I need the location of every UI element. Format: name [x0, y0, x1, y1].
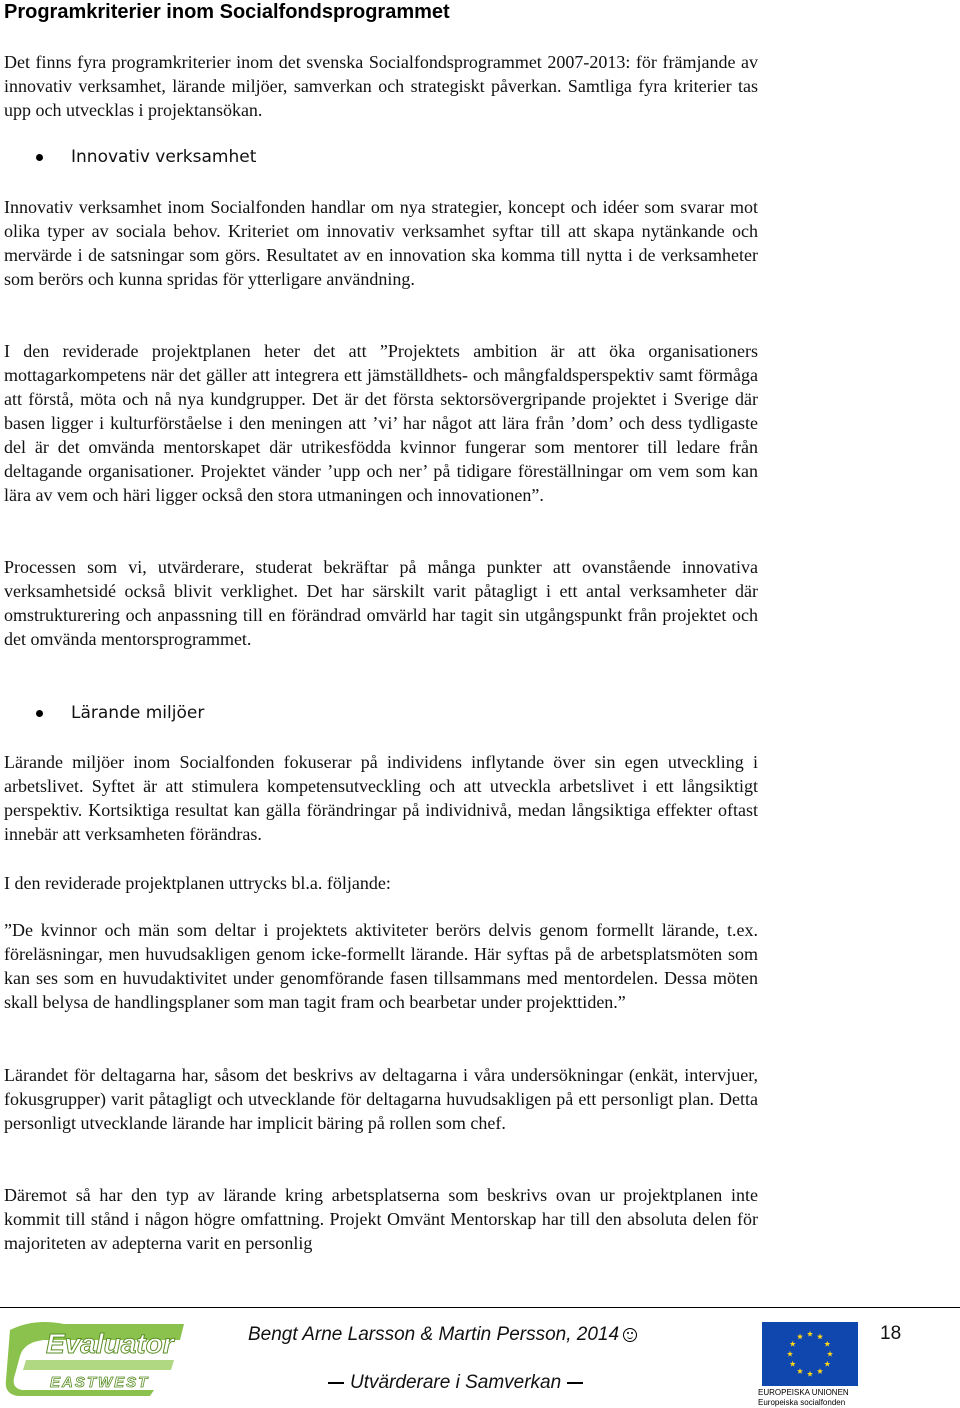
paragraph-larande-definition: Lärande miljöer inom Socialfonden fokuserar på individens inflytande över sin egen utveckling i arbetslivet. Syftet är att stimulera kompetensutveckling och att utveckla arbetslivet i ett långsiktigt perspektiv. Kortsiktiga resultat kan gälla förändringar på individnivå, medan långsiktiga effekter oftast innebär att verksamheten förändras. — [4, 752, 758, 844]
paragraph-intro: Det finns fyra programkriterier inom det svenska Socialfondsprogrammet 2007-2013: för främjande av innovativ verksamhet, lärande miljöer, samverkan och strategiskt påverkan. Samtliga fyra kriterier tas upp och utvecklas i projektansökan. — [4, 52, 758, 120]
footer-author: Bengt Arne Larsson & Martin Persson, 2014 — [248, 1323, 637, 1347]
dash-icon — [567, 1382, 583, 1384]
bullet-dot-icon — [36, 154, 43, 161]
svg-text:EASTWEST: EASTWEST — [50, 1374, 150, 1391]
footer-tagline: Utvärderare i Samverkan — [322, 1371, 589, 1395]
bullet-label: Innovativ verksamhet — [71, 147, 257, 167]
paragraph-innovativ-definition: Innovativ verksamhet inom Socialfonden handlar om nya strategier, koncept och idéer som svarar mot olika typer av sociala behov. Kriteriet om innovativ verksamhet syftar till att skapa nytänkande och mervärde i de satsningar som görs. Resultatet av en innovation ska komma till nytta i de verksamheter som berörs och kunna spridas för ytterligare användning. — [4, 197, 758, 289]
bullet-dot-icon — [36, 710, 43, 717]
smiley-icon — [623, 1328, 637, 1342]
svg-text:Evaluator: Evaluator — [46, 1328, 174, 1359]
bullet-innovativ — [36, 145, 256, 169]
page-number: 18 — [880, 1323, 902, 1344]
dash-icon — [328, 1382, 344, 1384]
block-quote: ”De kvinnor och män som deltar i projektets aktiviteter berörs delvis genom formellt lärande, t.ex. föreläsningar, men huvudsakligen genom icke-formellt lärande. Här syftas på de arbetsplatsmöten som kan ses som en huvudaktivitet under genomförande fasen tillsammans med mentordelen. Dessa möten skall belysa de handlingsplaner som man tagit fram och bearbetar under projekttiden.” — [4, 920, 758, 1012]
bullet-label: Lärande miljöer — [71, 703, 205, 723]
page-title: Programkriterier inom Socialfondsprogrammet — [4, 1, 450, 23]
paragraph-reviderade-foljande: I den reviderade projektplanen uttrycks bl.a. följande: — [4, 873, 391, 893]
paragraph-processen: Processen som vi, utvärderare, studerat bekräftar på många punkter att ovanstående innovativa verksamhetsidé också blivit verklighet. Det har särskilt varit påtagligt i ett antal verksamheter där omstrukturering och anpassning till en förändrad omvärld har tagit sin utgångspunkt från projektet och det omvända mentorsprogrammet. — [4, 557, 758, 649]
paragraph-larandet: Lärandet för deltagarna har, såsom det beskrivs av deltagarna i våra undersökningar (enkät, intervjuer, fokusgrupper) varit påtagligt och utvecklande för deltagarna huvudsakligen på ett personligt plan. Detta personligt utvecklande lärande har implicit bäring på rollen som chef. — [4, 1065, 758, 1133]
eu-caption: EUROPEISKA UNIONEN Europeiska socialfonden — [758, 1388, 849, 1407]
paragraph-reviderade-projektplanen: I den reviderade projektplanen heter det att ”Projektets ambition är att öka organisationers mottagarkompetens när det gäller att integrera ett jämställdhets- och mångfaldsperspektiv samt förmåga att förstå, möta och nå nya kundgrupper. Det är det första sektorsövergripande projektet i Sverige där basen ligger i kulturförståelse i den meningen att ’vi’ har något att lära från ’dom’ och dess tydligaste del är det omvända mentorskapet där utrikesfödda kvinnor fungerar som mentorer till ledare från deltagande organisationer. Projektet vänder ’upp och ner’ på tidigare föreställningar om vem som kan lära av vem och häri ligger också den stora utmaningen och innovationen”. — [4, 341, 758, 505]
evaluator-logo — [4, 1316, 194, 1398]
paragraph-daremot: Däremot så har den typ av lärande kring arbetsplatserna som beskrivs ovan ur projektplanen inte kommit till stånd i någon högre omfattning. Projekt Omvänt Mentorskap har till den absoluta delen för majoriteten av adepterna varit en personlig — [4, 1185, 758, 1253]
eu-flag-icon — [762, 1322, 858, 1386]
footer-divider — [0, 1307, 960, 1308]
bullet-larande — [36, 701, 204, 725]
